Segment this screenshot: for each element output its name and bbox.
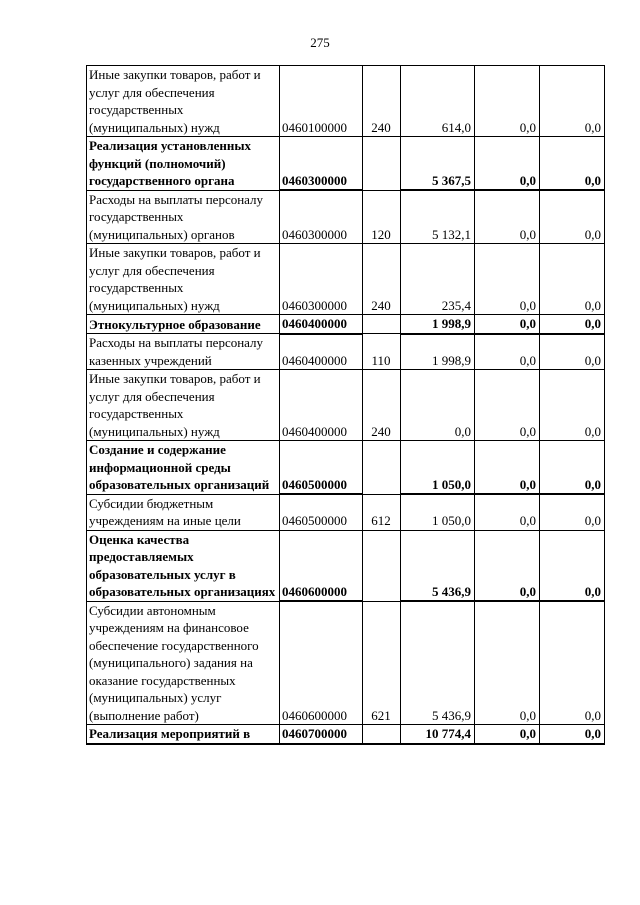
row-code-cell: 0460300000 xyxy=(280,190,363,244)
row-amount-2-cell: 0,0 xyxy=(475,441,540,495)
row-amount-1-cell: 5 367,5 xyxy=(401,137,475,191)
row-amount-3-cell: 0,0 xyxy=(540,244,605,315)
row-code-cell: 0460600000 xyxy=(280,601,363,725)
row-amount-2-cell: 0,0 xyxy=(475,190,540,244)
budget-table-body xyxy=(87,66,605,744)
row-name-cell: Реализация установленных функций (полномочий) государственного органа xyxy=(87,137,280,191)
table-row xyxy=(87,137,605,191)
row-code-cell: 0460600000 xyxy=(280,530,363,601)
row-amount-2-cell: 0,0 xyxy=(475,334,540,370)
row-amount-2-cell: 0,0 xyxy=(475,137,540,191)
row-type-cell: 120 xyxy=(363,190,401,244)
row-amount-3-cell: 0,0 xyxy=(540,441,605,495)
row-name-cell: Иные закупки товаров, работ и услуг для обеспечения государственных (муниципальных) нужд xyxy=(87,66,280,137)
row-amount-1-cell: 235,4 xyxy=(401,244,475,315)
row-amount-3-cell: 0,0 xyxy=(540,137,605,191)
row-amount-2-cell: 0,0 xyxy=(475,244,540,315)
row-code-cell: 0460300000 xyxy=(280,244,363,315)
table-row xyxy=(87,190,605,244)
row-amount-3-cell: 0,0 xyxy=(540,66,605,137)
row-amount-1-cell: 0,0 xyxy=(401,370,475,441)
row-name-cell: Создание и содержание информационной среды образовательных организаций xyxy=(87,441,280,495)
row-amount-2-cell: 0,0 xyxy=(475,315,540,334)
row-type-cell xyxy=(363,137,401,191)
row-type-cell xyxy=(363,315,401,334)
table-row xyxy=(87,494,605,530)
row-amount-2-cell: 0,0 xyxy=(475,725,540,744)
table-row xyxy=(87,370,605,441)
table-row xyxy=(87,601,605,725)
row-type-cell: 110 xyxy=(363,334,401,370)
row-amount-1-cell: 5 132,1 xyxy=(401,190,475,244)
row-name-cell: Реализация мероприятий в xyxy=(87,725,280,744)
row-code-cell: 0460100000 xyxy=(280,66,363,137)
row-amount-2-cell: 0,0 xyxy=(475,494,540,530)
row-name-cell: Субсидии автономным учреждениям на финансовое обеспечение государственного (муниципального) задания на оказание государственных (муниципальных) услуг (выполнение работ) xyxy=(87,601,280,725)
row-code-cell: 0460400000 xyxy=(280,334,363,370)
table-row xyxy=(87,725,605,744)
row-type-cell: 612 xyxy=(363,494,401,530)
row-name-cell: Оценка качества предоставляемых образовательных услуг в образовательных организациях xyxy=(87,530,280,601)
row-amount-3-cell: 0,0 xyxy=(540,315,605,334)
table-row xyxy=(87,315,605,334)
row-type-cell: 240 xyxy=(363,370,401,441)
row-amount-1-cell: 1 050,0 xyxy=(401,441,475,495)
row-type-cell xyxy=(363,530,401,601)
row-amount-1-cell: 5 436,9 xyxy=(401,530,475,601)
row-amount-3-cell: 0,0 xyxy=(540,530,605,601)
row-amount-3-cell: 0,0 xyxy=(540,725,605,744)
row-amount-1-cell: 5 436,9 xyxy=(401,601,475,725)
row-type-cell: 240 xyxy=(363,66,401,137)
row-amount-2-cell: 0,0 xyxy=(475,530,540,601)
table-row xyxy=(87,66,605,137)
budget-table xyxy=(86,65,605,745)
table-row xyxy=(87,530,605,601)
row-amount-1-cell: 1 998,9 xyxy=(401,315,475,334)
row-type-cell: 621 xyxy=(363,601,401,725)
page-number: 275 xyxy=(310,35,330,50)
row-amount-3-cell: 0,0 xyxy=(540,601,605,725)
row-amount-3-cell: 0,0 xyxy=(540,190,605,244)
table-row xyxy=(87,334,605,370)
row-type-cell xyxy=(363,725,401,744)
row-code-cell: 0460400000 xyxy=(280,370,363,441)
row-amount-2-cell: 0,0 xyxy=(475,601,540,725)
row-amount-1-cell: 1 050,0 xyxy=(401,494,475,530)
row-amount-2-cell: 0,0 xyxy=(475,370,540,441)
row-amount-3-cell: 0,0 xyxy=(540,494,605,530)
table-row xyxy=(87,244,605,315)
row-name-cell: Этнокультурное образование xyxy=(87,315,280,334)
row-name-cell: Иные закупки товаров, работ и услуг для обеспечения государственных (муниципальных) нужд xyxy=(87,244,280,315)
row-name-cell: Расходы на выплаты персоналу государственных (муниципальных) органов xyxy=(87,190,280,244)
row-type-cell xyxy=(363,441,401,495)
row-amount-1-cell: 1 998,9 xyxy=(401,334,475,370)
row-amount-3-cell: 0,0 xyxy=(540,370,605,441)
table-row xyxy=(87,441,605,495)
row-type-cell: 240 xyxy=(363,244,401,315)
row-code-cell: 0460500000 xyxy=(280,494,363,530)
row-name-cell: Расходы на выплаты персоналу казенных учреждений xyxy=(87,334,280,370)
row-name-cell: Субсидии бюджетным учреждениям на иные цели xyxy=(87,494,280,530)
row-amount-1-cell: 10 774,4 xyxy=(401,725,475,744)
row-amount-2-cell: 0,0 xyxy=(475,66,540,137)
row-name-cell: Иные закупки товаров, работ и услуг для обеспечения государственных (муниципальных) нужд xyxy=(87,370,280,441)
row-code-cell: 0460400000 xyxy=(280,315,363,334)
row-code-cell: 0460300000 xyxy=(280,137,363,191)
row-amount-3-cell: 0,0 xyxy=(540,334,605,370)
row-code-cell: 0460700000 xyxy=(280,725,363,744)
row-amount-1-cell: 614,0 xyxy=(401,66,475,137)
row-code-cell: 0460500000 xyxy=(280,441,363,495)
